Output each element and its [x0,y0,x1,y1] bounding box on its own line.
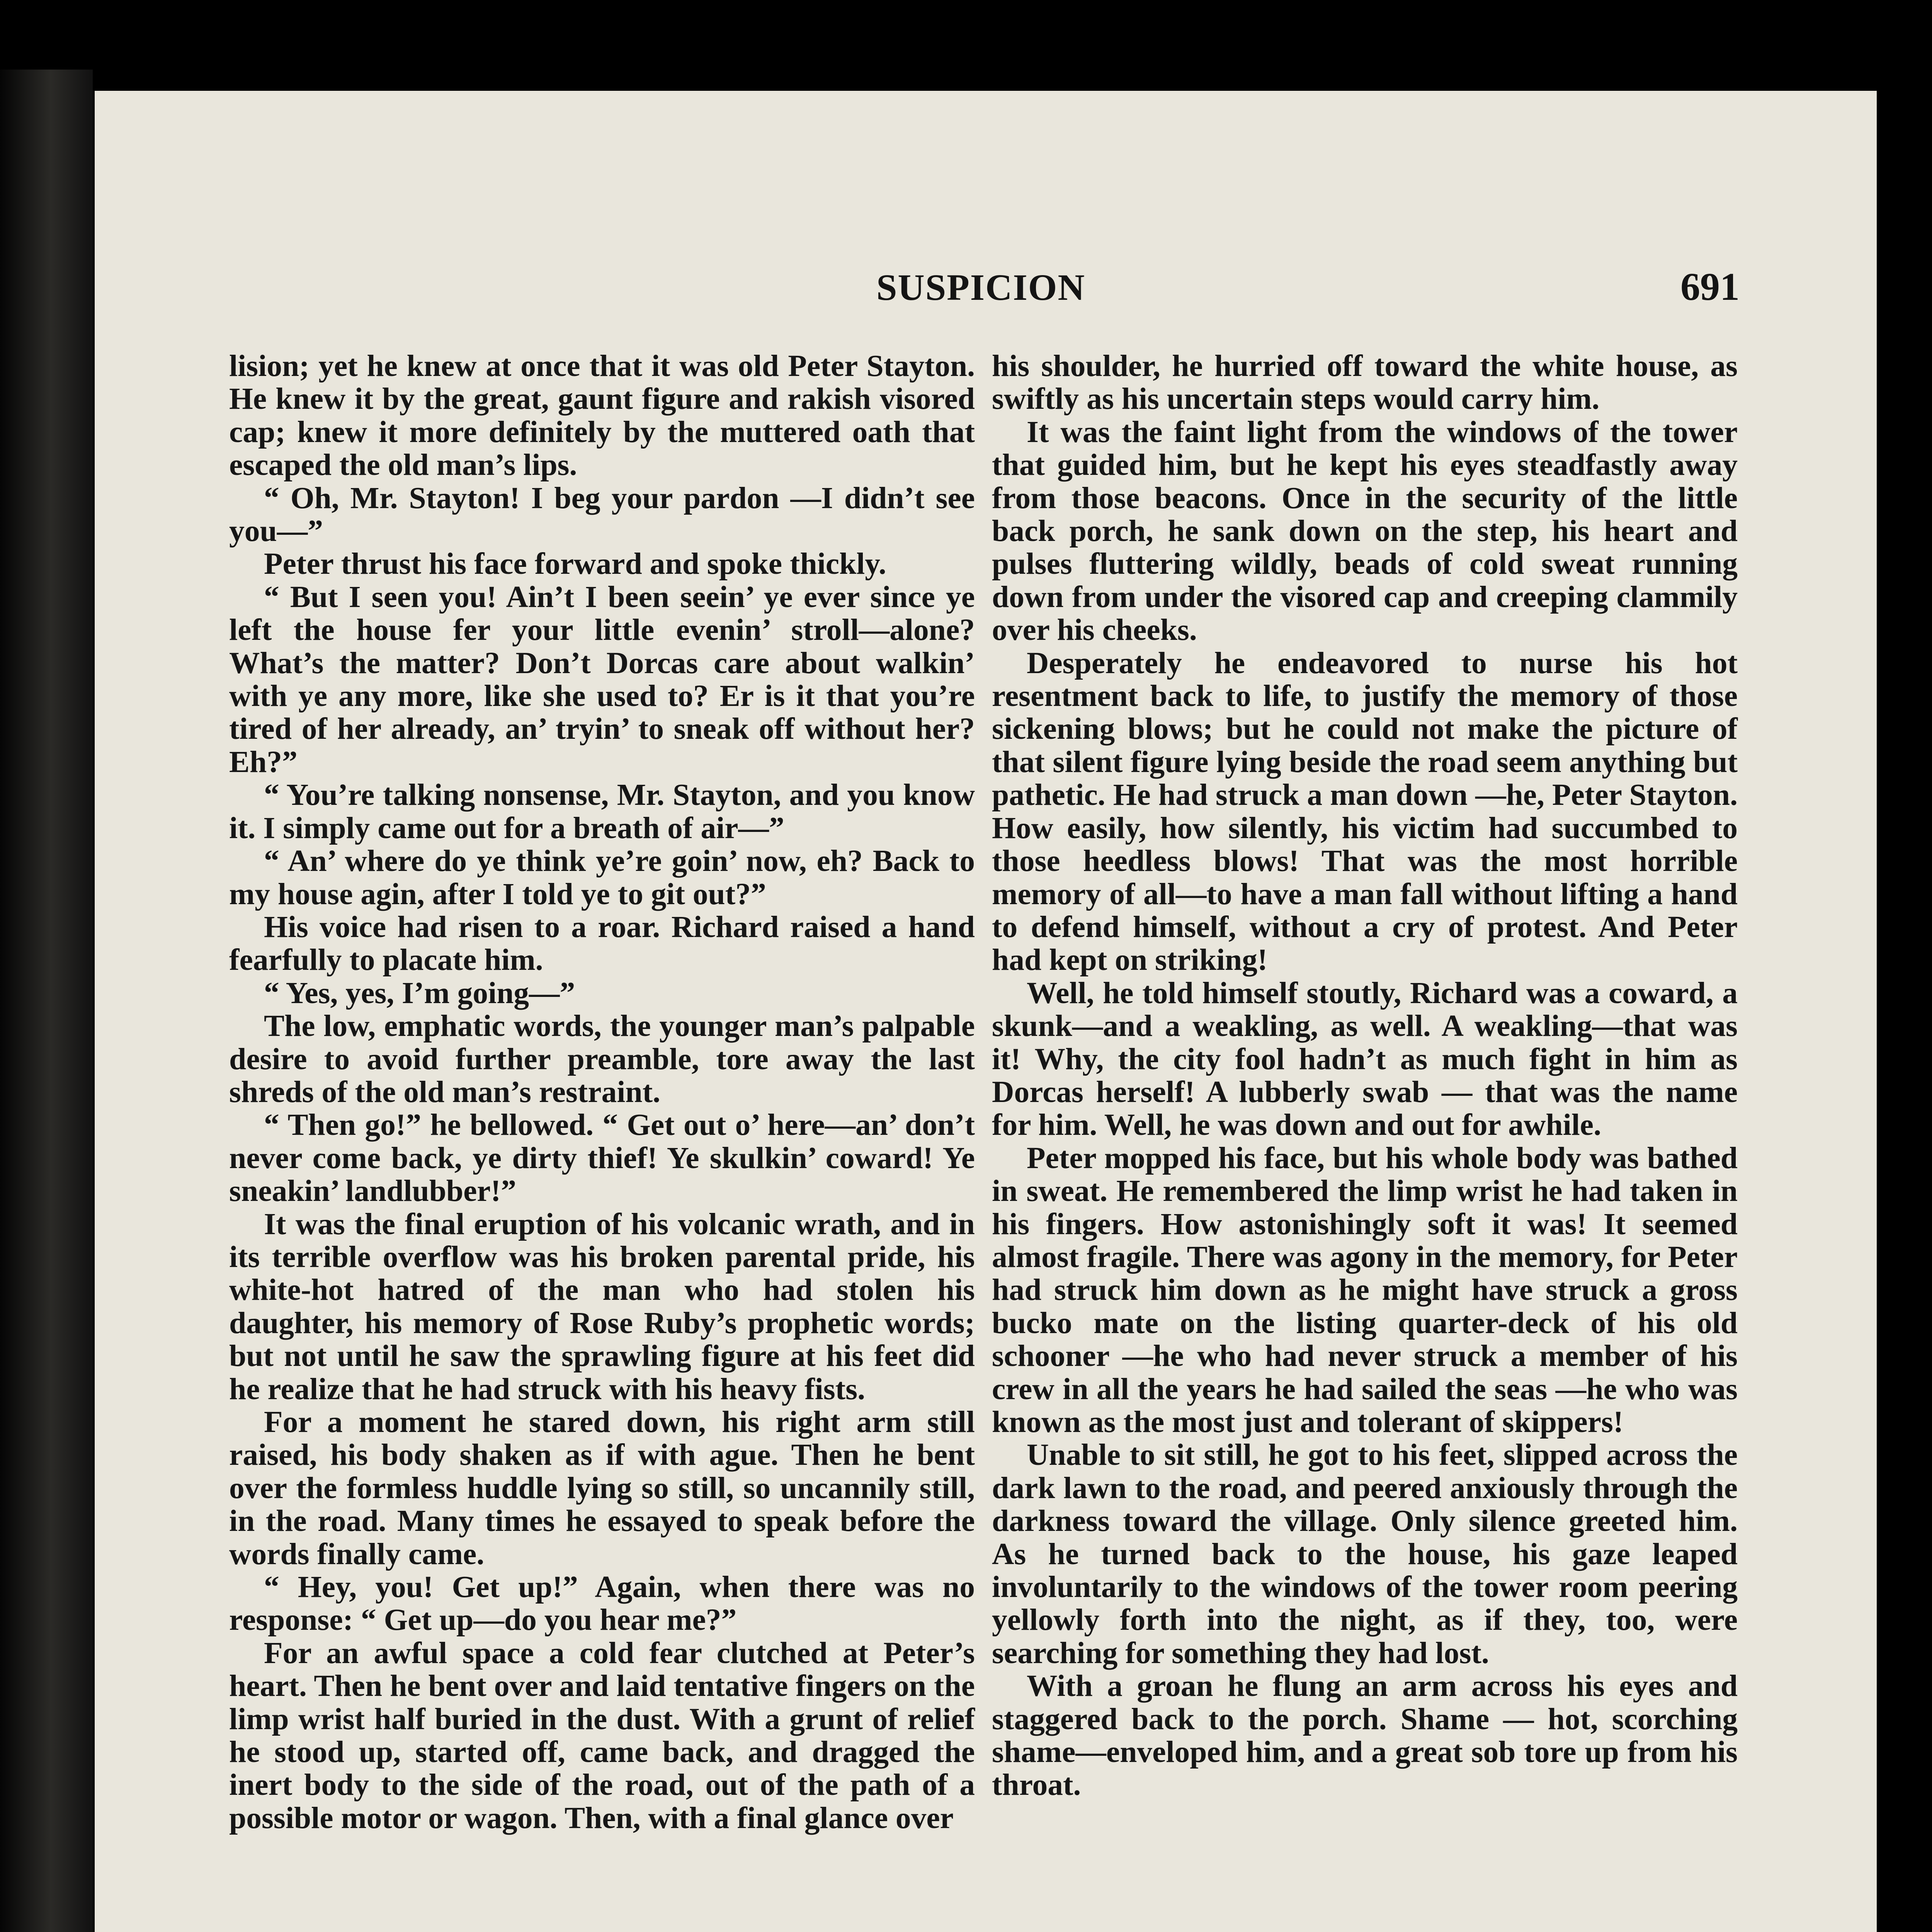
running-head: SUSPICION [876,267,1085,308]
right-text-column [992,350,1738,1802]
paragraph: Well, he told himself stoutly, Richard was a coward, a skunk—and a weakling, as well. A weakling—that was it! Why, the city fool hadn’t as much fight in him as Dorcas herself! A lubberly swab — that was the name for him. Well, he was down and out for awhile. [992,976,1738,1142]
paragraph: With a groan he flung an arm across his eyes and staggered back to the porch. Shame — hot, scorching shame—enveloped him, and a great sob tore up from his throat. [992,1669,1738,1802]
paragraph: “ But I seen you! Ain’t I been seein’ ye ever since ye left the house fer your little evenin’ stroll—alone? What’s the matter? Don’t Dorcas care about walkin’ with ye any more, like she used to? Er is it that you’re tired of her already, an’ tryin’ to sneak off without her? Eh?” [229,580,975,779]
paragraph: It was the final eruption of his volcanic wrath, and in its terrible overflow was his broken parental pride, his white-hot hatred of the man who had stolen his daughter, his memory of Rose Ruby’s prophetic words; but not until he saw the sprawling figure at his feet did he realize that he had struck with his heavy fists. [229,1207,975,1406]
paragraph: “ You’re talking nonsense, Mr. Stayton, and you know it. I simply came out for a breath of air—” [229,778,975,845]
paragraph: For an awful space a cold fear clutched at Peter’s heart. Then he bent over and laid tentative fingers on the limp wrist half buried in the dust. With a grunt of relief he stood up, started off, came back, and dragged the inert body to the side of the road, out of the path of a possible motor or wagon. Then, with a final glance over [229,1636,975,1835]
left-text-column [229,350,975,1835]
paragraph: Peter thrust his face forward and spoke thickly. [264,547,886,581]
paragraph: For a moment he stared down, his right arm still raised, his body shaken as if with ague. Then he bent over the formless huddle lying so still, so uncannily still, in the road. Many times he essayed to speak before the words finally came. [229,1405,975,1571]
paragraph: his shoulder, he hurried off toward the white house, as swiftly as his uncertain steps would carry him. [992,349,1738,416]
paragraph: “ Hey, you! Get up!” Again, when there was no response: “ Get up—do you hear me?” [229,1570,975,1637]
paragraph: “ Then go!” he bellowed. “ Get out o’ here—an’ don’t never come back, ye dirty thief! Ye skulkin’ coward! Ye sneakin’ landlubber!” [229,1108,975,1208]
paragraph: His voice had risen to a roar. Richard raised a hand fearfully to placate him. [229,910,975,977]
paragraph: The low, emphatic words, the younger man’s palpable desire to avoid further preamble, tore away the last shreds of the old man’s restraint. [229,1009,975,1109]
paragraph: “ Oh, Mr. Stayton! I beg your pardon —I didn’t see you—” [229,481,975,548]
facing-page-edge [0,70,93,1932]
paragraph: It was the faint light from the windows of the tower that guided him, but he kept his eyes steadfastly away from those beacons. Once in the security of the little back porch, he sank down on the step, his heart and pulses fluttering wildly, beads of cold sweat running down from under the visored cap and creeping clammily over his cheeks. [992,415,1738,647]
paragraph: Unable to sit still, he got to his feet, slipped across the dark lawn to the road, and peered anxiously through the darkness toward the village. Only silence greeted him. As he turned back to the house, his gaze leaped involuntarily to the windows of the tower room peering yellowly forth into the night, as if they, too, were searching for something they had lost. [992,1438,1738,1670]
paragraph: “ An’ where do ye think ye’re goin’ now, eh? Back to my house agin, after I told ye to git out?” [229,844,975,911]
paragraph: Peter mopped his face, but his whole body was bathed in sweat. He remembered the limp wrist he had taken in his fingers. How astonishingly soft it was! It seemed almost fragile. There was agony in the memory, for Peter had struck him down as he might have struck a gross bucko mate on the listing quarter-deck of his old schooner —he who had never struck a member of his crew in all the years he had sailed the seas —he who was known as the most just and tolerant of skippers! [992,1141,1738,1439]
paragraph: “ Yes, yes, I’m going—” [264,976,575,1010]
page-number: 691 [1680,265,1740,309]
paragraph: lision; yet he knew at once that it was old Peter Stayton. He knew it by the great, gaunt figure and rakish visored cap; knew it more definitely by the muttered oath that escaped the old man’s lips. [229,349,975,482]
paragraph: Desperately he endeavored to nurse his hot resentment back to life, to justify the memory of those sickening blows; but he could not make the picture of that silent figure lying beside the road seem anything but pathetic. He had struck a man down —he, Peter Stayton. How easily, how silently, his victim had succumbed to those heedless blows! That was the most horrible memory of all—to have a man fall without lifting a hand to defend himself, without a cry of protest. And Peter had kept on striking! [992,646,1738,977]
